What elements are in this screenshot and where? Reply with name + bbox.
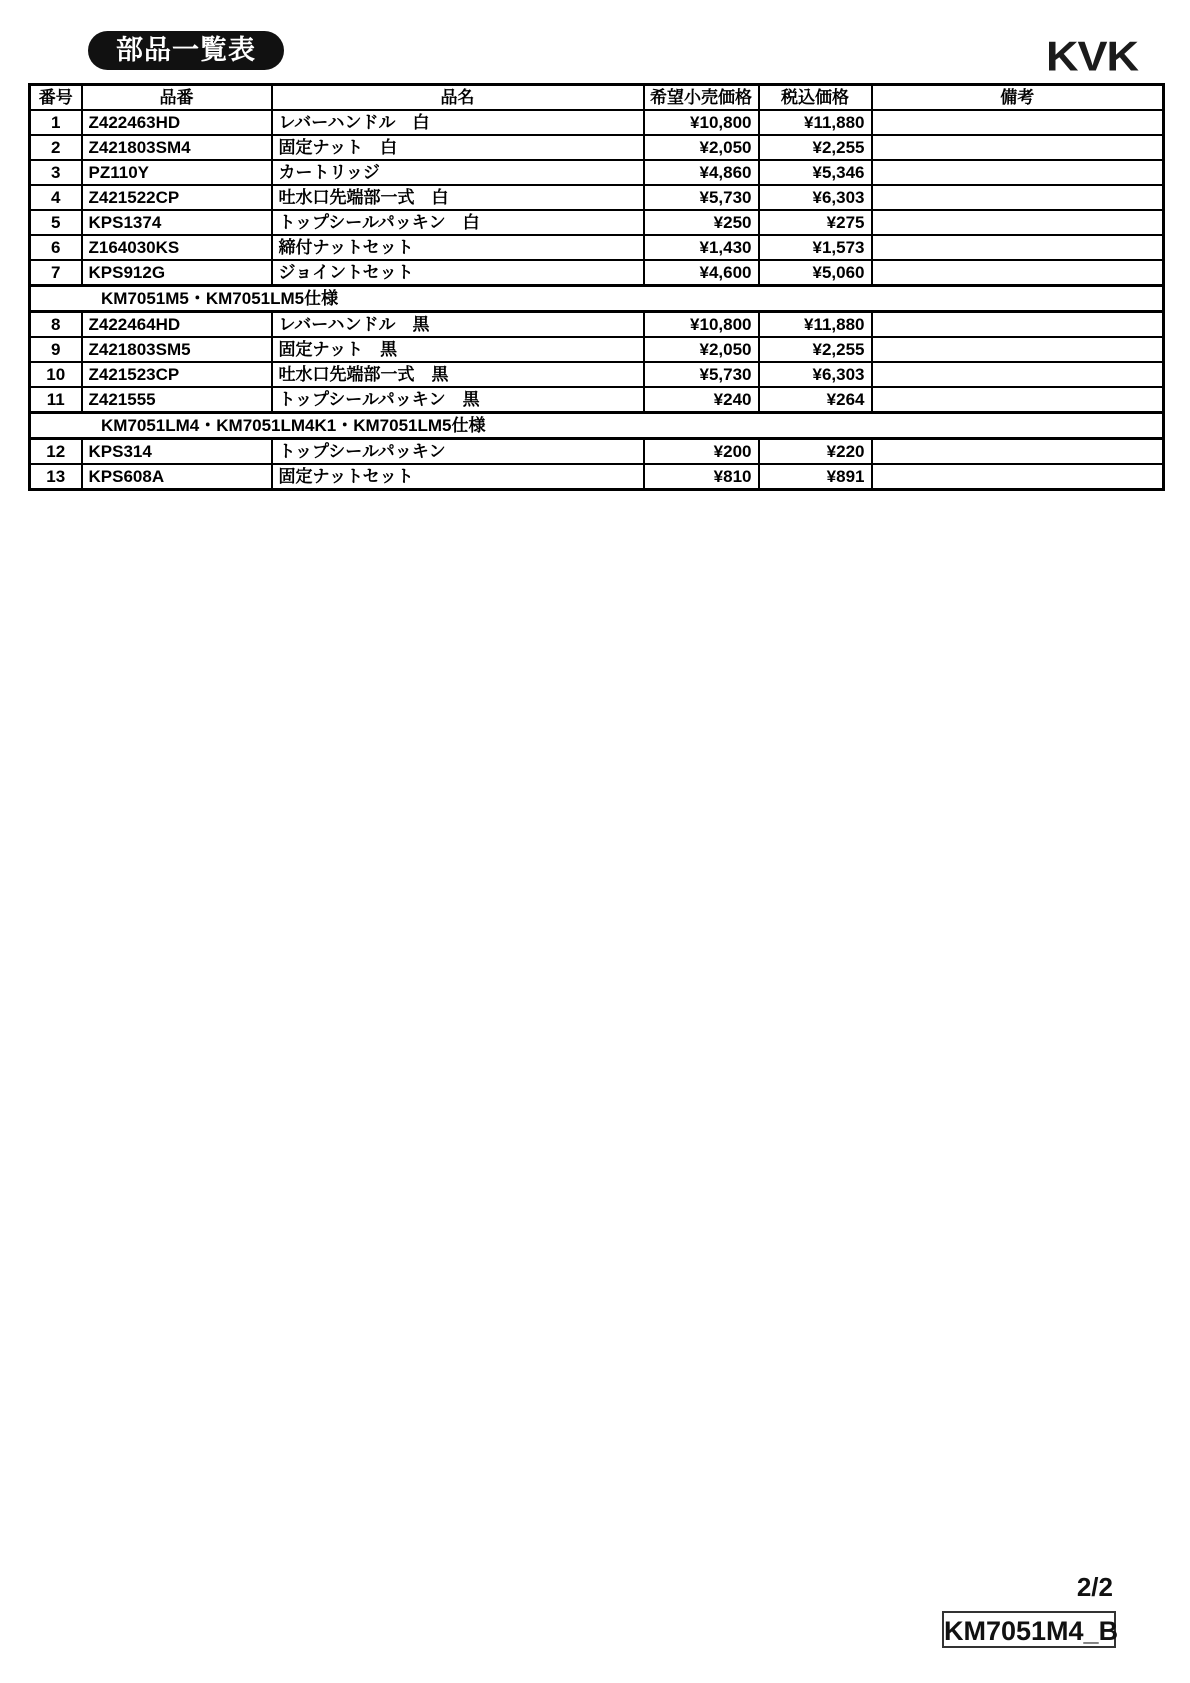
table-row [30, 110, 1164, 135]
table-row [30, 337, 1164, 362]
cell-part-name: 固定ナットセット [272, 464, 644, 490]
header-part-name: 品名 [272, 85, 644, 111]
cell-number: 4 [30, 185, 82, 210]
cell-part-code: KPS608A [82, 464, 272, 490]
table-section-row [30, 286, 1164, 312]
table-row [30, 210, 1164, 235]
table-section-row [30, 413, 1164, 439]
cell-tax-price: ¥5,346 [759, 160, 872, 185]
cell-tax-price: ¥220 [759, 439, 872, 465]
header-remarks: 備考 [872, 85, 1164, 111]
cell-part-code: KPS1374 [82, 210, 272, 235]
table-row [30, 362, 1164, 387]
cell-part-code: Z421522CP [82, 185, 272, 210]
cell-part-name: 吐水口先端部一式 白 [272, 185, 644, 210]
cell-part-name: 吐水口先端部一式 黒 [272, 362, 644, 387]
cell-part-name: トップシールパッキン 黒 [272, 387, 644, 413]
cell-remarks [872, 210, 1164, 235]
cell-part-code: Z422463HD [82, 110, 272, 135]
table-row [30, 312, 1164, 338]
cell-msrp: ¥2,050 [644, 135, 759, 160]
cell-number: 2 [30, 135, 82, 160]
cell-tax-price: ¥5,060 [759, 260, 872, 286]
cell-part-code: Z421803SM4 [82, 135, 272, 160]
table-header-row [30, 85, 1164, 111]
cell-remarks [872, 464, 1164, 490]
cell-remarks [872, 235, 1164, 260]
cell-msrp: ¥240 [644, 387, 759, 413]
cell-remarks [872, 135, 1164, 160]
cell-tax-price: ¥2,255 [759, 337, 872, 362]
table-row [30, 439, 1164, 465]
cell-remarks [872, 387, 1164, 413]
cell-tax-price: ¥264 [759, 387, 872, 413]
cell-msrp: ¥2,050 [644, 337, 759, 362]
cell-remarks [872, 362, 1164, 387]
cell-msrp: ¥4,600 [644, 260, 759, 286]
header-tax-price: 税込価格 [759, 85, 872, 111]
table-row [30, 387, 1164, 413]
table-row [30, 135, 1164, 160]
cell-number: 12 [30, 439, 82, 465]
cell-msrp: ¥1,430 [644, 235, 759, 260]
cell-part-name: 固定ナット 白 [272, 135, 644, 160]
cell-remarks [872, 110, 1164, 135]
cell-remarks [872, 312, 1164, 338]
table-row [30, 235, 1164, 260]
cell-tax-price: ¥1,573 [759, 235, 872, 260]
header-part-code: 品番 [82, 85, 272, 111]
cell-number: 11 [30, 387, 82, 413]
cell-part-code: Z164030KS [82, 235, 272, 260]
cell-remarks [872, 185, 1164, 210]
header-msrp: 希望小売価格 [644, 85, 759, 111]
section-label: KM7051M5・KM7051LM5仕様 [30, 286, 1164, 312]
cell-msrp: ¥10,800 [644, 110, 759, 135]
cell-remarks [872, 260, 1164, 286]
cell-number: 8 [30, 312, 82, 338]
cell-part-code: Z421555 [82, 387, 272, 413]
cell-part-name: 締付ナットセット [272, 235, 644, 260]
cell-number: 13 [30, 464, 82, 490]
cell-part-code: KPS912G [82, 260, 272, 286]
cell-number: 9 [30, 337, 82, 362]
cell-remarks [872, 337, 1164, 362]
cell-part-code: Z422464HD [82, 312, 272, 338]
cell-tax-price: ¥2,255 [759, 135, 872, 160]
cell-number: 1 [30, 110, 82, 135]
cell-part-name: レバーハンドル 黒 [272, 312, 644, 338]
cell-part-name: トップシールパッキン [272, 439, 644, 465]
table-row [30, 185, 1164, 210]
cell-msrp: ¥5,730 [644, 185, 759, 210]
cell-number: 3 [30, 160, 82, 185]
table-row [30, 260, 1164, 286]
cell-msrp: ¥10,800 [644, 312, 759, 338]
cell-part-code: Z421523CP [82, 362, 272, 387]
parts-table [28, 83, 1165, 491]
cell-remarks [872, 439, 1164, 465]
cell-tax-price: ¥891 [759, 464, 872, 490]
cell-part-name: ジョイントセット [272, 260, 644, 286]
cell-number: 7 [30, 260, 82, 286]
cell-part-name: トップシールパッキン 白 [272, 210, 644, 235]
cell-number: 5 [30, 210, 82, 235]
cell-part-name: カートリッジ [272, 160, 644, 185]
cell-part-name: レバーハンドル 白 [272, 110, 644, 135]
cell-msrp: ¥200 [644, 439, 759, 465]
parts-table-body [30, 110, 1164, 490]
cell-part-name: 固定ナット 黒 [272, 337, 644, 362]
kvk-logo: KVK [1045, 33, 1138, 80]
cell-msrp: ¥250 [644, 210, 759, 235]
cell-remarks [872, 160, 1164, 185]
doc-code-box: KM7051M4_B [942, 1611, 1116, 1648]
table-row [30, 160, 1164, 185]
cell-number: 10 [30, 362, 82, 387]
page-number: 2/2 [1076, 1572, 1113, 1602]
cell-tax-price: ¥275 [759, 210, 872, 235]
cell-msrp: ¥4,860 [644, 160, 759, 185]
cell-number: 6 [30, 235, 82, 260]
cell-tax-price: ¥11,880 [759, 312, 872, 338]
cell-tax-price: ¥6,303 [759, 185, 872, 210]
cell-tax-price: ¥6,303 [759, 362, 872, 387]
page-title: 部品一覧表 [88, 31, 284, 70]
section-label: KM7051LM4・KM7051LM4K1・KM7051LM5仕様 [30, 413, 1164, 439]
cell-part-code: PZ110Y [82, 160, 272, 185]
cell-msrp: ¥5,730 [644, 362, 759, 387]
cell-part-code: Z421803SM5 [82, 337, 272, 362]
cell-part-code: KPS314 [82, 439, 272, 465]
table-row [30, 464, 1164, 490]
header-number: 番号 [30, 85, 82, 111]
cell-tax-price: ¥11,880 [759, 110, 872, 135]
cell-msrp: ¥810 [644, 464, 759, 490]
